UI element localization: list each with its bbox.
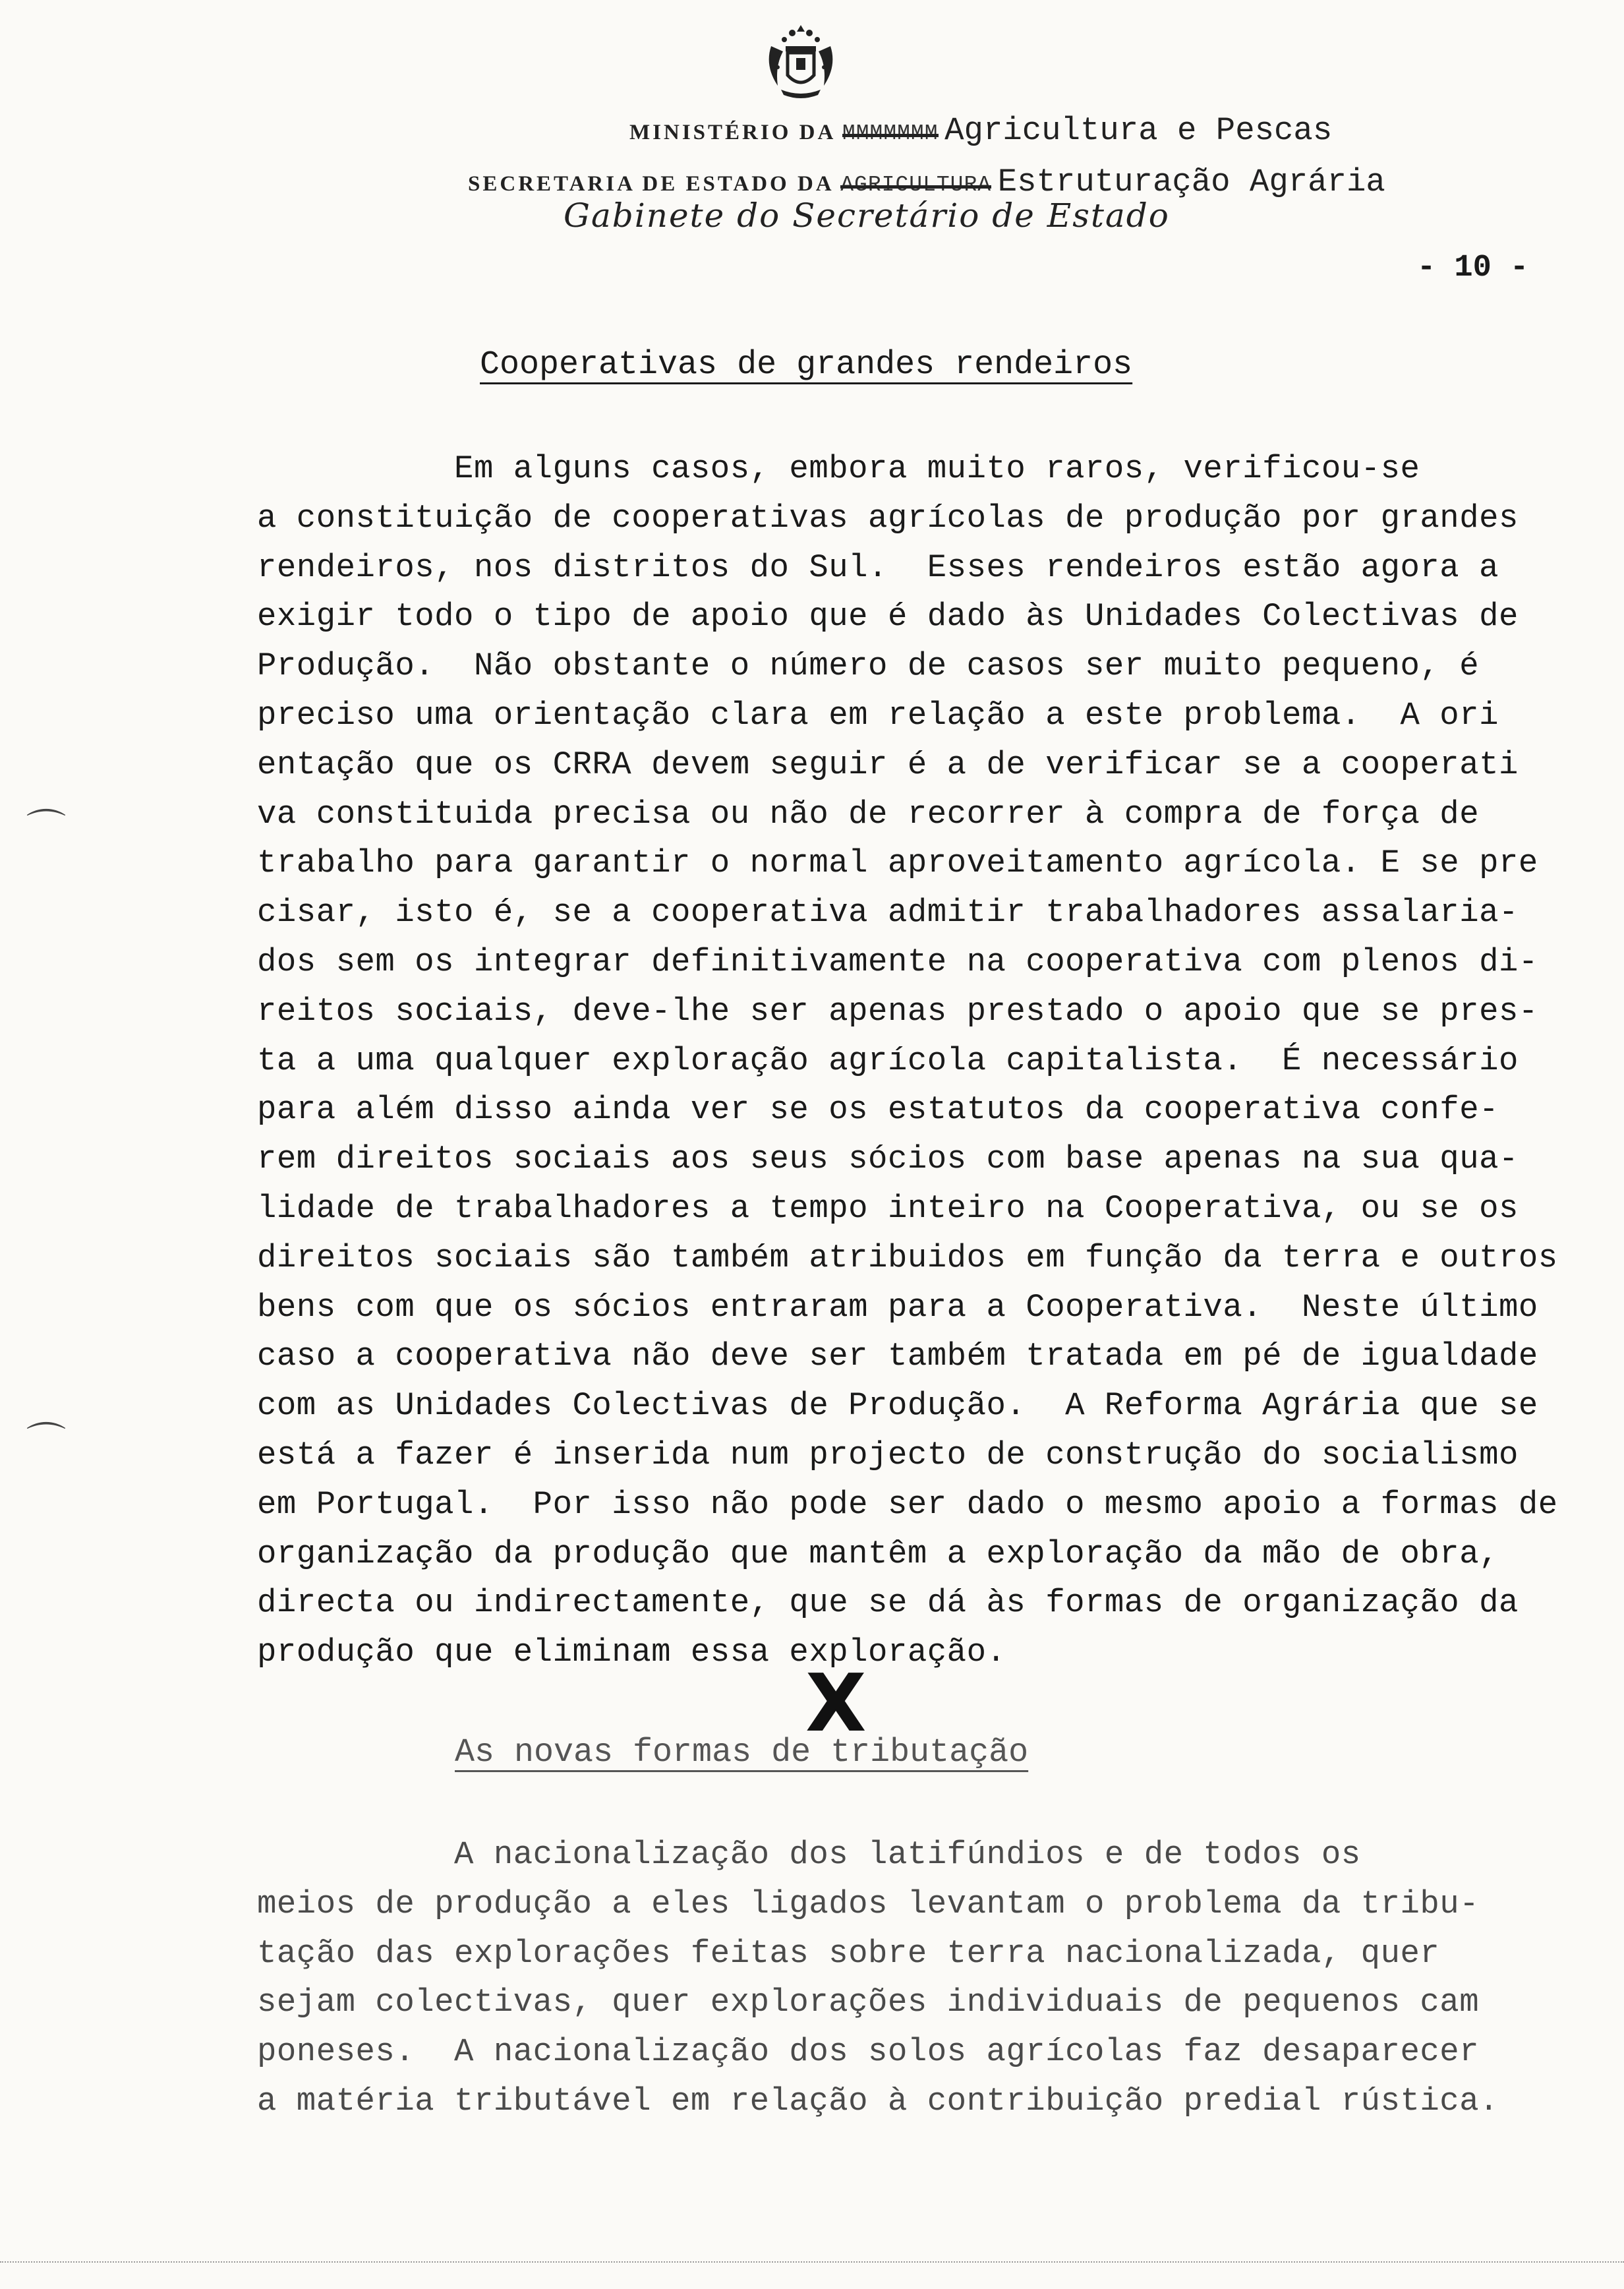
text-line: organização da produção que mantêm a exploração da mão de obra, <box>257 1535 1499 1572</box>
handwritten-x-mark: X <box>805 1658 867 1750</box>
punch-hole-mark: ⌒ <box>26 806 66 852</box>
page-number: - 10 - <box>1417 251 1529 285</box>
secretariat-line <box>468 164 1385 200</box>
text-line: tação das explorações feitas sobre terra nacionalizada, quer <box>257 1934 1440 1972</box>
cabinet-line: Gabinete do Secretário de Estado <box>564 196 1170 235</box>
text-line: ta a uma qualquer exploração agrícola capitalista. É necessário <box>257 1042 1519 1079</box>
text-line: Em alguns casos, embora muito raros, verificou-se <box>257 450 1420 487</box>
text-line: direitos sociais são também atribuidos em função da terra e outros <box>257 1239 1558 1276</box>
text-line: caso a cooperativa não deve ser também tratada em pé de igualdade <box>257 1338 1538 1375</box>
text-line: rendeiros, nos distritos do Sul. Esses rendeiros estão agora a <box>257 549 1499 586</box>
secretariat-struck-text: AGRICULTURA <box>840 173 992 197</box>
text-line: a matéria tributável em relação à contribuição predial rústica. <box>257 2082 1499 2120</box>
coat-of-arms-emblem <box>751 20 850 105</box>
text-line: entação que os CRRA devem seguir é a de verificar se a cooperati <box>257 746 1519 783</box>
text-line: em Portugal. Por isso não pode ser dado o mesmo apoio a formas de <box>257 1485 1558 1523</box>
punch-hole-mark: ⌒ <box>26 1419 66 1466</box>
ministry-prefix: MINISTÉRIO DA <box>629 121 836 144</box>
text-line: está a fazer é inserida num projecto de construção do socialismo <box>257 1436 1519 1473</box>
section-heading-cooperatives: Cooperativas de grandes rendeiros <box>480 346 1133 384</box>
secretariat-name: Estruturação Agrária <box>997 164 1385 200</box>
ministry-name: Agricultura e Pescas <box>944 112 1333 149</box>
text-line: sejam colectivas, quer explorações individuais de pequenos cam <box>257 1984 1480 2021</box>
ministry-line <box>629 112 1332 149</box>
text-line: directa ou indirectamente, que se dá às formas de organização da <box>257 1584 1519 1622</box>
text-line: dos sem os integrar definitivamente na cooperativa com plenos di- <box>257 943 1538 980</box>
secretariat-prefix: SECRETARIA DE ESTADO DA <box>468 172 834 196</box>
text-line: Produção. Não obstante o número de casos ser muito pequeno, é <box>257 647 1480 685</box>
text-line: a constituição de cooperativas agrícolas de produção por grandes <box>257 499 1519 537</box>
ministry-struck-text: MMMMMMM <box>842 121 939 146</box>
text-line: bens com que os sócios entraram para a Cooperativa. Neste último <box>257 1288 1538 1326</box>
text-line: meios de produção a eles ligados levantam o problema da tribu- <box>257 1885 1480 1922</box>
text-line: com as Unidades Colectivas de Produção. A Reforma Agrária que se <box>257 1387 1538 1425</box>
section-body-cooperatives <box>257 444 1558 1677</box>
text-line: rem direitos sociais aos seus sócios com base apenas na sua qua- <box>257 1141 1519 1178</box>
text-line: cisar, isto é, se a cooperativa admitir trabalhadores assalaria- <box>257 894 1519 932</box>
text-line: trabalho para garantir o normal aproveitamento agrícola. E se pre <box>257 845 1538 882</box>
text-line: exigir todo o tipo de apoio que é dado às Unidades Colectivas de <box>257 598 1519 636</box>
text-line: para além disso ainda ver se os estatutos da cooperativa confe- <box>257 1091 1499 1129</box>
text-line: produção que eliminam essa exploração. <box>257 1634 1006 1671</box>
text-line: preciso uma orientação clara em relação a este problema. A ori <box>257 696 1499 734</box>
text-line: va constituida precisa ou não de recorrer à compra de força de <box>257 795 1480 833</box>
text-line: poneses. A nacionalização dos solos agrícolas faz desaparecer <box>257 2033 1480 2071</box>
scan-edge-line <box>0 2261 1624 2263</box>
text-line: reitos sociais, deve-lhe ser apenas prestado o apoio que se pres- <box>257 992 1538 1030</box>
section-heading-taxation: As novas formas de tributação <box>455 1734 1029 1771</box>
section-body-taxation <box>257 1830 1546 2126</box>
text-line: lidade de trabalhadores a tempo inteiro na Cooperativa, ou se os <box>257 1189 1519 1227</box>
text-line: A nacionalização dos latifúndios e de todos os <box>257 1836 1361 1873</box>
